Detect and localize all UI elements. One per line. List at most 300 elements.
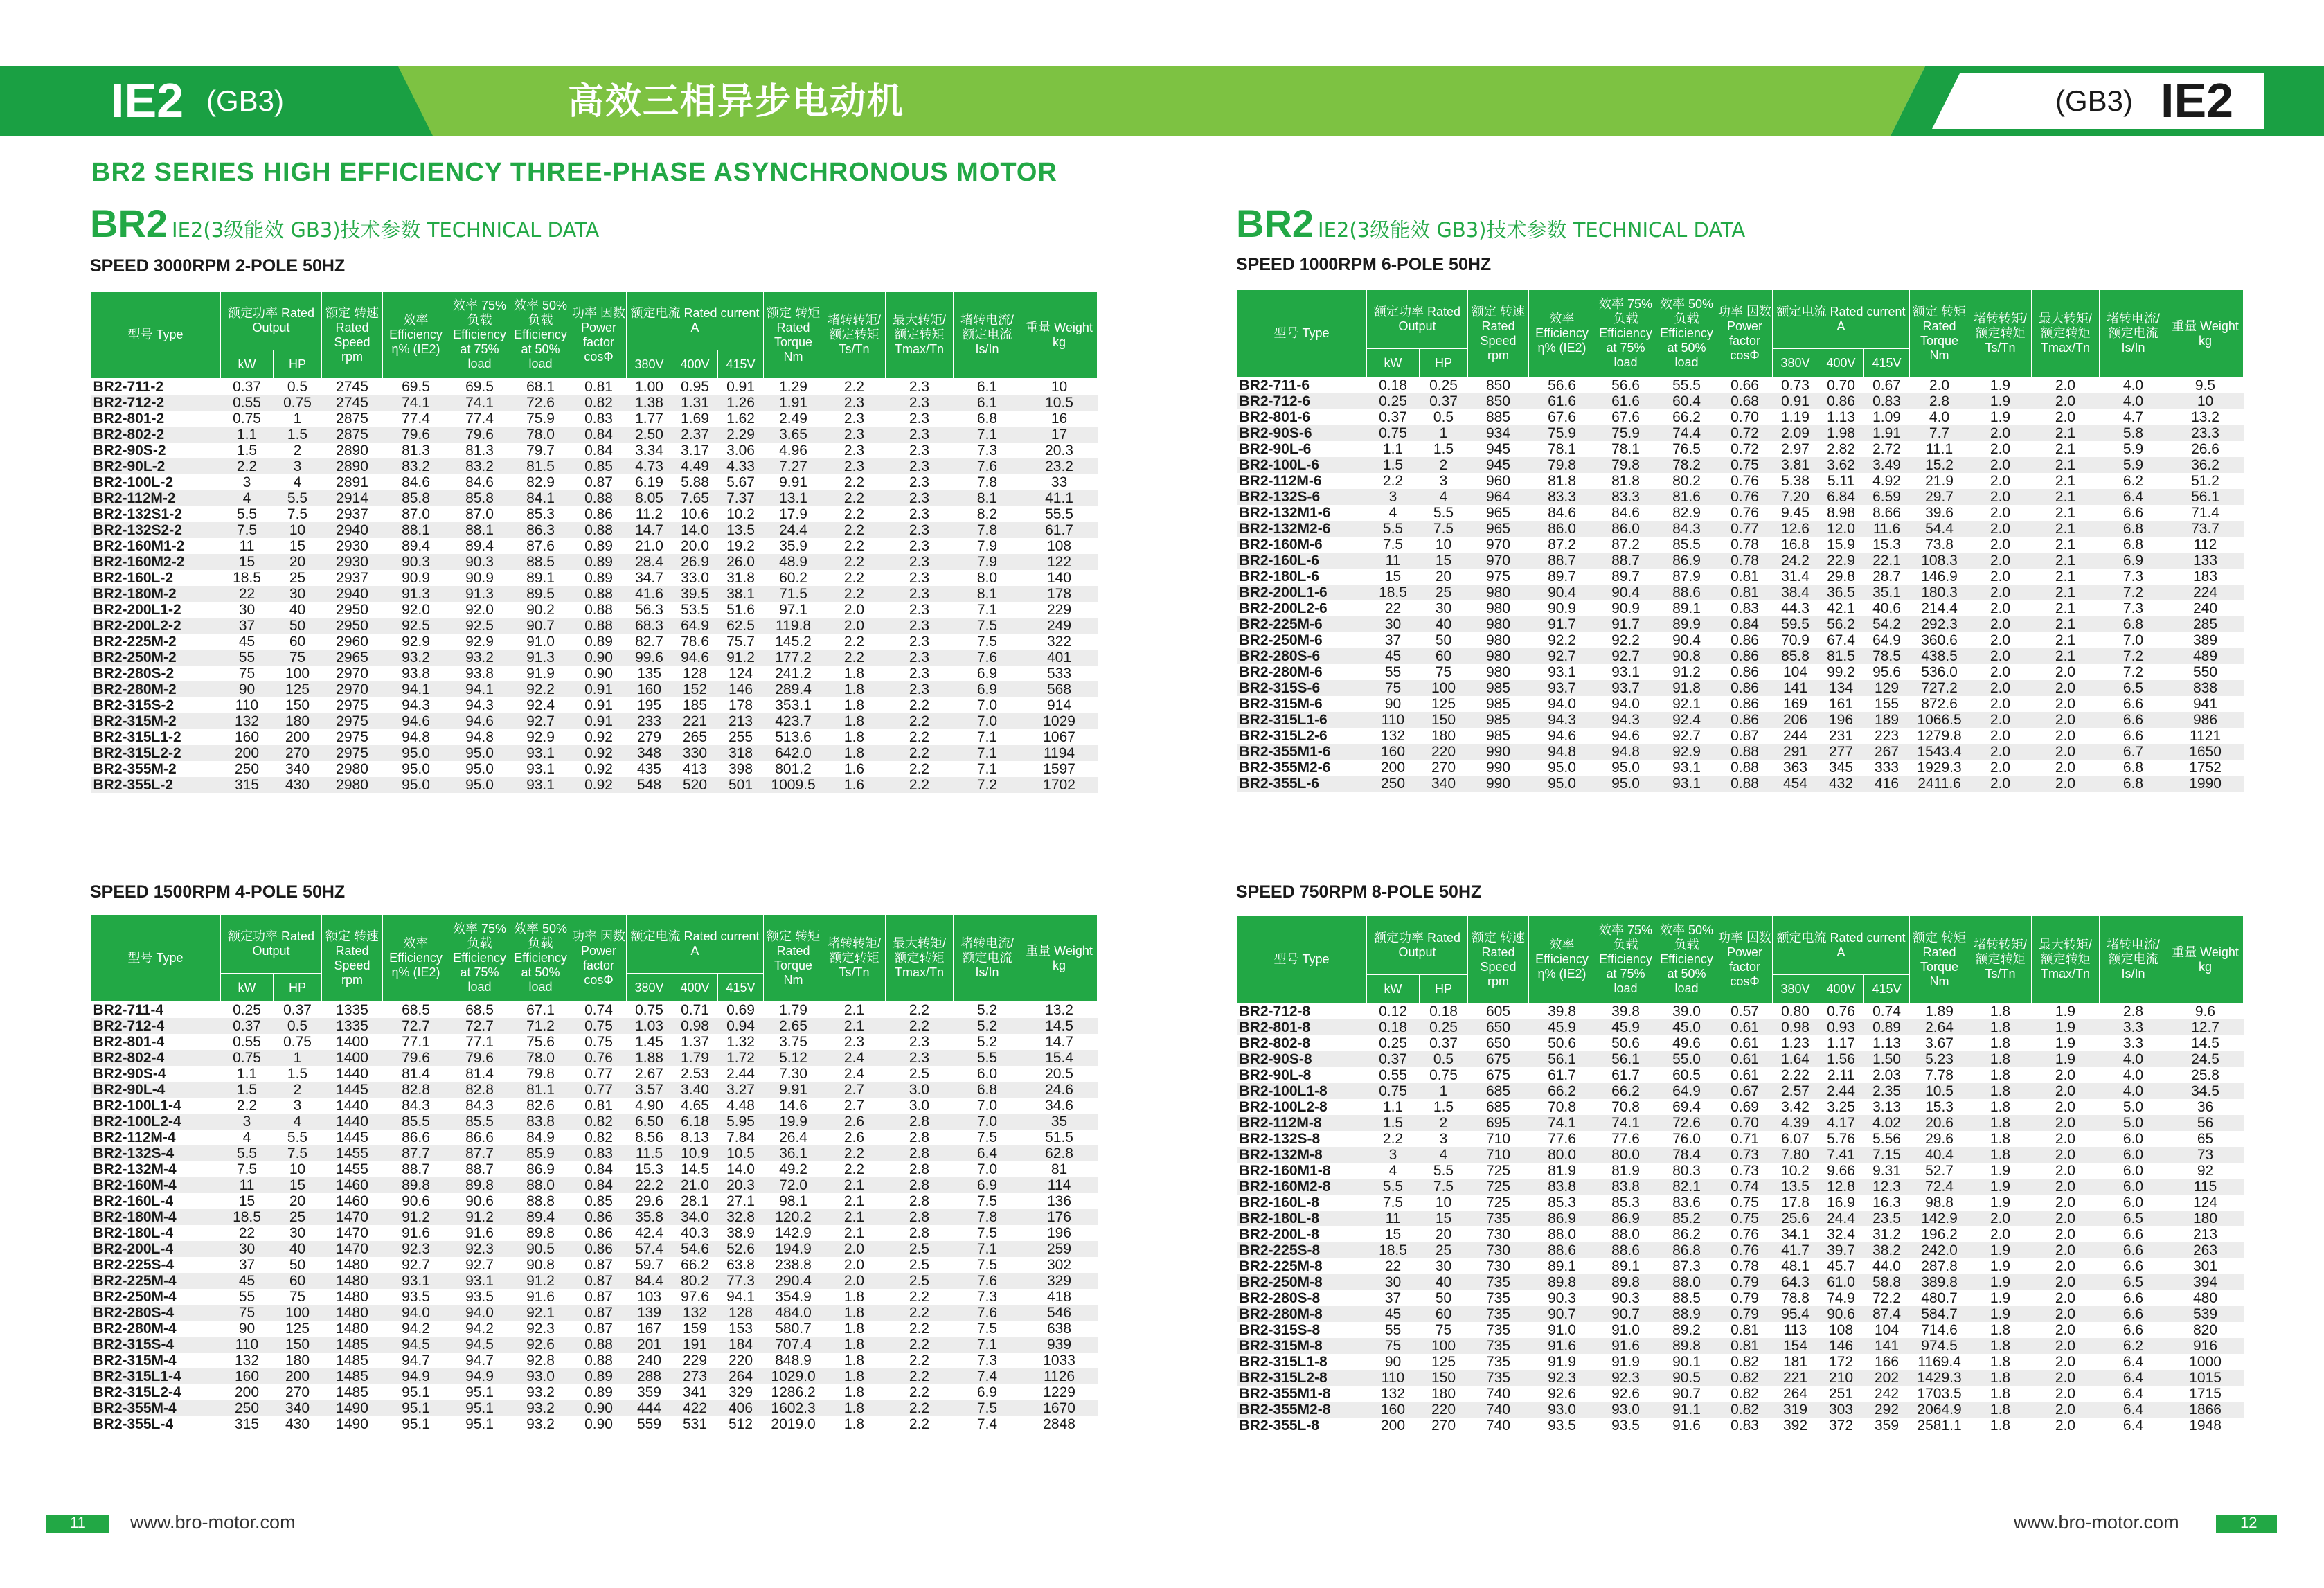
value-cell: 0.84: [584, 1161, 613, 1177]
value-cell: 172: [1828, 1354, 1854, 1370]
value-cell: 2.0: [2055, 664, 2076, 680]
value-cell: 2.3: [886, 427, 954, 443]
value-cell: 2.3: [886, 1050, 954, 1066]
value-cell: 90.3: [1611, 1290, 1640, 1306]
value-cell: 330: [672, 745, 718, 761]
website-left: www.bro-motor.com: [130, 1512, 296, 1533]
value-cell: 2.0: [2032, 1274, 2100, 1290]
value-cell: 1440: [336, 1066, 368, 1082]
col-400v: 400V: [1818, 349, 1864, 377]
table-row: [91, 1082, 1098, 1098]
value-cell: 2890: [336, 443, 368, 458]
value-cell: 430: [285, 1416, 310, 1432]
value-cell: 0.55: [221, 395, 274, 411]
value-cell: 66.2: [1595, 1083, 1656, 1099]
value-cell: 964: [1468, 489, 1529, 505]
value-cell: 1543.4: [1910, 744, 1969, 760]
value-cell: 142.9: [1910, 1211, 1969, 1226]
value-cell: 7.2: [2100, 648, 2167, 664]
value-cell: 0.82: [1731, 1354, 1759, 1370]
table-row: [1237, 712, 2244, 728]
value-cell: 50: [1435, 1290, 1452, 1306]
value-cell: 93.0: [1529, 1402, 1595, 1418]
table-row: [1237, 489, 2244, 505]
value-cell: 90.7: [1529, 1306, 1595, 1322]
value-cell: 93.1: [1548, 664, 1576, 680]
value-cell: 93.0: [510, 1368, 571, 1384]
value-cell: 2.2: [909, 729, 930, 745]
value-cell: 1470: [322, 1209, 383, 1225]
value-cell: 134: [1818, 680, 1864, 696]
value-cell: 53.5: [681, 602, 709, 618]
value-cell: 16.3: [1872, 1195, 1901, 1211]
table-row: [1237, 1051, 2244, 1067]
value-cell: 2.0: [2032, 1306, 2100, 1322]
value-cell: 84.3: [465, 1098, 494, 1114]
value-cell: 2.7: [843, 1098, 865, 1114]
value-cell: 0.76: [1731, 473, 1759, 489]
value-cell: 85.3: [1548, 1195, 1576, 1211]
value-cell: 36: [2197, 1099, 2214, 1115]
value-cell: 40: [274, 1241, 322, 1257]
value-cell: 92.3: [1529, 1370, 1595, 1386]
value-cell: 340: [285, 761, 310, 777]
value-cell: 285: [2167, 616, 2244, 632]
model-cell: BR2-90L-8: [1239, 1067, 1312, 1083]
value-cell: 985: [1468, 712, 1529, 728]
value-cell: 0.5: [1420, 1051, 1468, 1067]
value-cell: 60.4: [1656, 393, 1717, 409]
value-cell: 93.1: [510, 777, 571, 793]
value-cell: 1067: [1043, 729, 1075, 745]
value-cell: 980: [1468, 585, 1529, 600]
value-cell: 90.3: [449, 554, 510, 570]
value-cell: 32.4: [1827, 1226, 1855, 1242]
table-row: [91, 554, 1098, 570]
table-row: [1237, 1258, 2244, 1274]
value-cell: 90.7: [510, 618, 571, 634]
table-row: [1237, 1083, 2244, 1099]
value-cell: 1.8: [843, 1321, 865, 1337]
value-cell: 50.6: [1611, 1035, 1640, 1051]
value-cell: 75.9: [1529, 425, 1595, 441]
value-cell: 2.0: [843, 1257, 865, 1273]
model-cell: BR2-802-2: [91, 427, 221, 443]
value-cell: 81.9: [1611, 1163, 1640, 1179]
value-cell: 61.7: [1021, 522, 1098, 538]
value-cell: 7.0: [954, 1114, 1021, 1130]
model-cell: BR2-225M-4: [91, 1273, 221, 1289]
value-cell: 30: [274, 586, 322, 602]
value-cell: 2.0: [2032, 712, 2100, 728]
value-cell: 104: [1782, 664, 1808, 680]
value-cell: 85.9: [510, 1145, 571, 1161]
value-cell: 94.7: [465, 1353, 494, 1368]
value-cell: 94.6: [1548, 728, 1576, 744]
value-cell: 0.79: [1717, 1274, 1773, 1290]
value-cell: 104: [1875, 1322, 1900, 1338]
value-cell: 735: [1468, 1306, 1529, 1322]
value-cell: 1670: [1021, 1400, 1098, 1416]
value-cell: 92.3: [383, 1241, 449, 1257]
value-cell: 7.0: [976, 1098, 998, 1114]
value-cell: 94.8: [1595, 744, 1656, 760]
table-row: [91, 1416, 1098, 1432]
value-cell: 7.5: [954, 618, 1021, 634]
value-cell: 2.8: [1910, 393, 1969, 409]
table-row: [91, 570, 1098, 586]
model-cell: BR2-712-6: [1237, 393, 1367, 409]
value-cell: 20: [1435, 569, 1452, 585]
value-cell: 2.0: [1969, 1211, 2032, 1226]
value-cell: 89.7: [1611, 569, 1640, 585]
table-row: [91, 1034, 1098, 1050]
value-cell: 7.2: [954, 777, 1021, 793]
col-type: 型号 Type: [91, 292, 221, 379]
value-cell: 2.0: [1990, 473, 2011, 489]
table-row: [91, 458, 1098, 474]
value-cell: 12.6: [1773, 521, 1818, 537]
value-cell: 740: [1468, 1402, 1529, 1418]
value-cell: 6.0: [2100, 1147, 2167, 1163]
value-cell: 30: [1435, 1258, 1452, 1274]
value-cell: 7.1: [954, 745, 1021, 761]
value-cell: 90.6: [465, 1193, 494, 1209]
value-cell: 1.9: [1990, 1258, 2011, 1274]
value-cell: 6.8: [2100, 616, 2167, 632]
value-cell: 0.37: [1367, 1051, 1420, 1067]
value-cell: 7.20: [1773, 489, 1818, 505]
value-cell: 1194: [1021, 745, 1098, 761]
value-cell: 59.5: [1773, 616, 1818, 632]
table-row: [1237, 760, 2244, 776]
value-cell: 2.8: [909, 1193, 930, 1209]
table-row: [1237, 664, 2244, 680]
value-cell: 270: [1431, 1418, 1456, 1434]
value-cell: 970: [1468, 553, 1529, 569]
col-400v: 400V: [672, 350, 718, 379]
value-cell: 1.9: [2032, 1051, 2100, 1067]
value-cell: 301: [2193, 1258, 2218, 1274]
value-cell: 2.0: [1990, 505, 2011, 521]
value-cell: 45: [1367, 648, 1420, 664]
value-cell: 1.5: [1367, 457, 1420, 473]
table-row: [1237, 1418, 2244, 1434]
value-cell: 3.17: [681, 443, 709, 458]
table-row: [1237, 425, 2244, 441]
value-cell: 24.2: [1773, 553, 1818, 569]
value-cell: 3.0: [909, 1098, 930, 1114]
col-tmax-tn: 最大转矩/ 额定转矩 Tmax/Tn: [886, 292, 954, 379]
value-cell: 2.0: [1969, 744, 2032, 760]
value-cell: 15.4: [1021, 1050, 1098, 1066]
value-cell: 0.77: [584, 1066, 613, 1082]
value-cell: 725: [1485, 1163, 1511, 1179]
value-cell: 1.1: [1382, 441, 1404, 457]
value-cell: 161: [1828, 696, 1854, 712]
value-cell: 0.78: [1717, 553, 1773, 569]
value-cell: 2: [1420, 1115, 1468, 1131]
value-cell: 90.5: [1656, 1370, 1717, 1386]
value-cell: 39.6: [1925, 505, 1954, 521]
value-cell: 79.6: [449, 427, 510, 443]
value-cell: 1.8: [1969, 1051, 2032, 1067]
value-cell: 229: [682, 1353, 708, 1368]
value-cell: 70.8: [1548, 1099, 1576, 1115]
model-cell: BR2-801-8: [1237, 1019, 1367, 1035]
value-cell: 5.5: [1433, 505, 1454, 521]
value-cell: 95.0: [449, 777, 510, 793]
value-cell: 93.0: [1595, 1402, 1656, 1418]
value-cell: 1.8: [843, 1353, 865, 1368]
value-cell: 14.5: [1021, 1018, 1098, 1034]
table-row: [1237, 1211, 2244, 1226]
value-cell: 0.37: [1420, 393, 1468, 409]
value-cell: 0.70: [1731, 409, 1759, 425]
value-cell: 95.1: [402, 1416, 430, 1432]
value-cell: 52.6: [718, 1241, 764, 1257]
value-cell: 2970: [322, 681, 383, 697]
value-cell: 153: [729, 1321, 753, 1337]
value-cell: 33: [1051, 474, 1068, 490]
value-cell: 2.44: [1818, 1083, 1864, 1099]
value-cell: 2.2: [886, 1305, 954, 1321]
value-cell: 735: [1468, 1274, 1529, 1290]
value-cell: 1.8: [1990, 1354, 2011, 1370]
value-cell: 3: [221, 1114, 274, 1130]
value-cell: 980: [1468, 616, 1529, 632]
value-cell: 9.66: [1827, 1163, 1855, 1179]
model-cell: BR2-280M-2: [91, 681, 221, 697]
value-cell: 0.74: [1717, 1179, 1773, 1195]
value-cell: 78.0: [510, 1050, 571, 1066]
value-cell: 90.4: [1529, 585, 1595, 600]
value-cell: 12.3: [1864, 1179, 1910, 1195]
col-efficiency-75: 效率 75%负载 Efficiency at 75% load: [1595, 290, 1656, 377]
value-cell: 89.1: [1672, 600, 1701, 616]
value-cell: 6.4: [2122, 1354, 2144, 1370]
value-cell: 2965: [322, 650, 383, 666]
col-tmax-tn: 最大转矩/ 额定转矩 Tmax/Tn: [2032, 916, 2100, 1003]
value-cell: 213: [2193, 1226, 2218, 1242]
model-cell: BR2-225M-2: [93, 634, 177, 650]
value-cell: 0.83: [1731, 1418, 1759, 1434]
col-ts-tn: 堵转转矩/ 额定转矩 Ts/Tn: [823, 915, 886, 1002]
value-cell: 2.2: [886, 1400, 954, 1416]
value-cell: 113: [1783, 1322, 1807, 1338]
value-cell: 0.76: [571, 1050, 627, 1066]
table-title: SPEED 1000RPM 6-POLE 50HZ: [1236, 255, 1492, 274]
model-cell: BR2-280M-8: [1237, 1306, 1367, 1322]
value-cell: 0.88: [571, 586, 627, 602]
value-cell: 2.2: [843, 474, 865, 490]
value-cell: 0.91: [571, 681, 627, 697]
value-cell: 11.5: [627, 1145, 672, 1161]
value-cell: 0.78: [1731, 1258, 1759, 1274]
value-cell: 2.3: [886, 586, 954, 602]
value-cell: 91.3: [383, 586, 449, 602]
value-cell: 45.9: [1529, 1019, 1595, 1035]
value-cell: 348: [627, 745, 672, 761]
value-cell: 960: [1485, 473, 1511, 489]
model-cell: BR2-225M-6: [1237, 616, 1367, 632]
value-cell: 85.5: [1672, 537, 1701, 553]
table-row: [91, 1114, 1098, 1130]
value-cell: 2.03: [1872, 1067, 1901, 1083]
value-cell: 1169.4: [1918, 1354, 1961, 1370]
value-cell: 8.13: [681, 1130, 709, 1145]
value-cell: 42.1: [1827, 600, 1855, 616]
value-cell: 92.6: [1611, 1386, 1640, 1402]
value-cell: 6.07: [1781, 1131, 1809, 1147]
value-cell: 980: [1485, 632, 1511, 648]
value-cell: 67.6: [1548, 409, 1576, 425]
table-row: [91, 602, 1098, 618]
col-rated-torque: 额定 转矩 Rated Torque Nm: [764, 915, 823, 1002]
value-cell: 56.1: [2167, 489, 2244, 505]
value-cell: 580.7: [775, 1321, 812, 1337]
value-cell: 1.79: [672, 1050, 718, 1066]
value-cell: 265: [682, 729, 708, 745]
value-cell: 220: [729, 1353, 753, 1368]
value-cell: 2.0: [1990, 537, 2011, 553]
value-cell: 1.9: [1990, 1290, 2011, 1306]
value-cell: 88.1: [449, 522, 510, 538]
value-cell: 128: [682, 666, 708, 681]
value-cell: 1.8: [1969, 1083, 2032, 1099]
value-cell: 2.3: [909, 666, 930, 681]
value-cell: 0.81: [1731, 1322, 1759, 1338]
value-cell: 1: [1420, 425, 1468, 441]
value-cell: 238.8: [775, 1257, 812, 1273]
value-cell: 1.1: [221, 427, 274, 443]
model-cell: BR2-712-4: [91, 1018, 221, 1034]
value-cell: 40: [1420, 616, 1468, 632]
value-cell: 2.3: [909, 379, 930, 395]
model-cell: BR2-160L-2: [93, 570, 174, 586]
value-cell: 0.91: [1773, 393, 1818, 409]
value-cell: 15: [221, 554, 274, 570]
value-cell: 287.8: [1921, 1258, 1958, 1274]
value-cell: 4.65: [681, 1098, 709, 1114]
value-cell: 5.95: [718, 1114, 764, 1130]
value-cell: 2.2: [823, 490, 886, 506]
model-cell: BR2-160M-4: [91, 1177, 221, 1193]
value-cell: 2.0: [2055, 1418, 2076, 1434]
value-cell: 0.79: [1717, 1306, 1773, 1322]
value-cell: 3: [242, 474, 251, 490]
table-row: [1237, 1003, 2244, 1020]
value-cell: 7.6: [954, 458, 1021, 474]
value-cell: 10: [1051, 379, 1068, 395]
value-cell: 24.4: [764, 522, 823, 538]
value-cell: 8.05: [627, 490, 672, 506]
value-cell: 55.5: [1672, 377, 1701, 393]
value-cell: 934: [1468, 425, 1529, 441]
value-cell: 34.6: [1045, 1098, 1073, 1114]
value-cell: 838: [2167, 680, 2244, 696]
value-cell: 169: [1782, 696, 1808, 712]
model-cell: BR2-90S-8: [1237, 1051, 1367, 1067]
value-cell: 128: [718, 1305, 764, 1321]
value-cell: 99.6: [627, 650, 672, 666]
value-cell: 66.2: [681, 1257, 709, 1273]
value-cell: 61.6: [1529, 393, 1595, 409]
value-cell: 0.84: [1717, 616, 1773, 632]
value-cell: 2.5: [909, 1066, 930, 1082]
value-cell: 6.2: [2122, 473, 2144, 489]
value-cell: 224: [2167, 585, 2244, 600]
value-cell: 8.66: [1872, 505, 1901, 521]
value-cell: 6.2: [2100, 1338, 2167, 1354]
value-cell: 132: [1380, 1386, 1406, 1402]
value-cell: 5.5: [954, 1050, 1021, 1066]
value-cell: 69.5: [402, 379, 430, 395]
value-cell: 454: [1773, 776, 1818, 792]
value-cell: 7.5: [287, 506, 308, 522]
value-cell: 730: [1485, 1226, 1511, 1242]
value-cell: 1.5: [236, 443, 258, 458]
value-cell: 0.77: [1717, 521, 1773, 537]
value-cell: 2.8: [909, 1225, 930, 1241]
value-cell: 92.1: [1672, 696, 1701, 712]
value-cell: 4.7: [2122, 409, 2144, 425]
table-row: [1237, 1179, 2244, 1195]
value-cell: 94.3: [465, 697, 494, 713]
value-cell: 88.5: [510, 554, 571, 570]
value-cell: 1.32: [726, 1034, 755, 1050]
value-cell: 5.5: [1433, 1163, 1454, 1179]
value-cell: 740: [1485, 1386, 1511, 1402]
model-cell: BR2-200L2-2: [91, 618, 221, 634]
value-cell: 980: [1468, 648, 1529, 664]
value-cell: 15: [274, 1177, 322, 1193]
value-cell: 17.9: [779, 506, 807, 522]
value-cell: 129: [1864, 680, 1910, 696]
value-cell: 5.5: [287, 1130, 308, 1145]
value-cell: 92.1: [510, 1305, 571, 1321]
value-cell: 10: [274, 522, 322, 538]
value-cell: 416: [1864, 776, 1910, 792]
value-cell: 1.17: [1827, 1035, 1855, 1051]
value-cell: 92.7: [510, 713, 571, 729]
table-row: [1237, 1322, 2244, 1338]
value-cell: 2.2: [843, 570, 865, 586]
table-row: [91, 411, 1098, 427]
model-cell: BR2-802-8: [1239, 1035, 1311, 1051]
value-cell: 2980: [322, 777, 383, 793]
value-cell: 34.5: [2167, 1083, 2244, 1099]
value-cell: 78.1: [1611, 441, 1640, 457]
table-row: [1237, 744, 2244, 760]
value-cell: 2.1: [2055, 473, 2076, 489]
value-cell: 250: [221, 1400, 274, 1416]
value-cell: 4: [293, 474, 302, 490]
value-cell: 98.1: [779, 1193, 807, 1209]
value-cell: 6.0: [2100, 1179, 2167, 1195]
value-cell: 0.75: [233, 411, 261, 427]
value-cell: 2891: [336, 474, 368, 490]
col-efficiency: 效率 Efficiency η% (IE2): [1529, 290, 1595, 377]
value-cell: 20.5: [1045, 1066, 1073, 1082]
col-hp: HP: [1420, 975, 1468, 1003]
value-cell: 0.75: [584, 1034, 613, 1050]
value-cell: 536.0: [1921, 664, 1958, 680]
value-cell: 4.96: [779, 443, 807, 458]
value-cell: 85.8: [383, 490, 449, 506]
value-cell: 11: [239, 538, 255, 554]
value-cell: 91.0: [1548, 1322, 1576, 1338]
